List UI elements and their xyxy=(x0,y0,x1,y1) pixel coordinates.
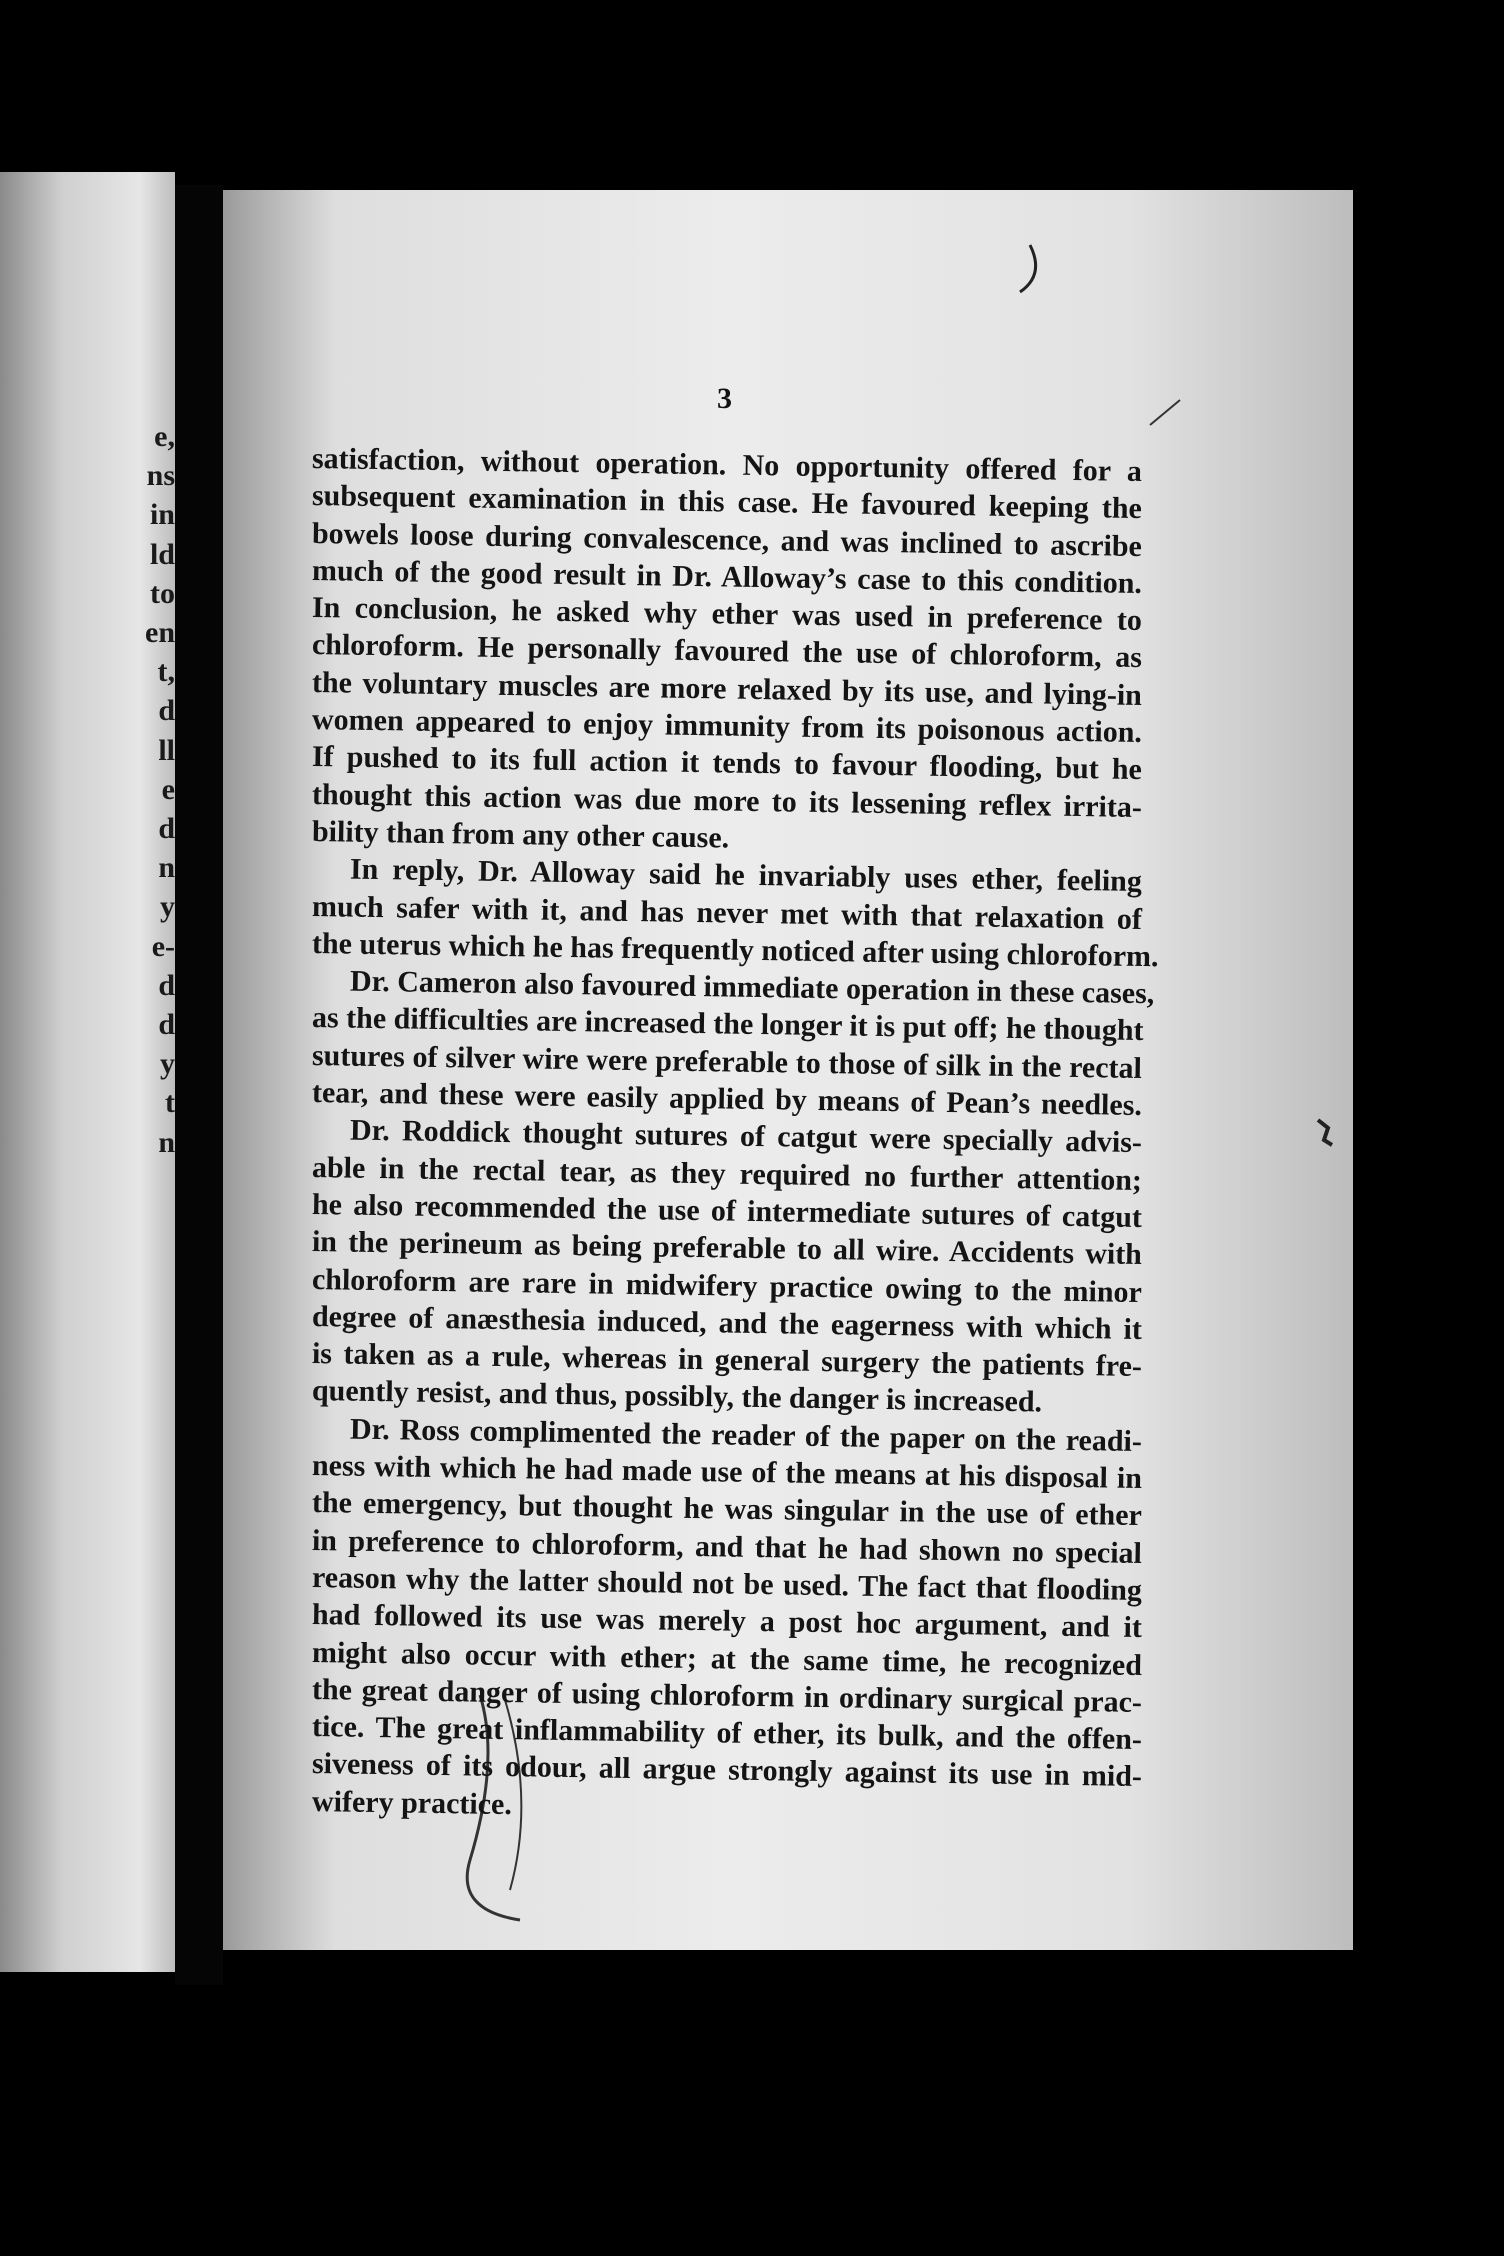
left-page-fragment: t xyxy=(165,1086,175,1120)
left-page-fragment: d xyxy=(158,812,175,845)
left-page-fragment: in xyxy=(149,498,175,532)
text-line: is taken as a rule, whereas in general surgery the patients fre- xyxy=(311,1337,1143,1384)
left-page-fragment: en xyxy=(145,616,175,649)
left-page-fragment: d xyxy=(158,1008,175,1041)
text-line: in the perineum as being preferable to all wire. Accidents with xyxy=(311,1225,1143,1272)
left-page-fragment: n xyxy=(158,851,175,885)
text-line: tear, and these were easily applied by means of Pean’s needles. xyxy=(311,1076,1143,1123)
text-line: In reply, Dr. Alloway said he invariably uses ether, feeling xyxy=(349,852,1143,899)
left-page-fragment: ld xyxy=(149,537,175,571)
text-line: the emergency, but thought he was singular in the use of ether xyxy=(311,1486,1143,1533)
left-page-fragment: d xyxy=(158,968,175,1002)
text-line: If pushed to its full action it tends to favour flooding, but he xyxy=(311,740,1143,787)
text-line: In conclusion, he asked why ether was used in preference to xyxy=(311,591,1143,638)
text-line: sutures of silver wire were preferable to those of silk in the rectal xyxy=(311,1038,1143,1085)
left-page-fragment: t, xyxy=(157,655,175,689)
text-line: subsequent examination in this case. He favoured keeping the xyxy=(311,479,1143,526)
text-line: much of the good result in Dr. Alloway’s case to this condition. xyxy=(311,553,1143,600)
left-page-fragment: to xyxy=(150,576,175,610)
left-page-fragment: y xyxy=(160,890,175,924)
text-line: chloroform. He personally favoured the use of chloroform, as xyxy=(311,628,1143,675)
text-line: siveness of its odour, all argue strongly against its use in mid- xyxy=(311,1747,1143,1794)
text-line: thought this action was due more to its lessening reflex irrita- xyxy=(311,777,1143,824)
body-text xyxy=(311,440,1159,1821)
text-line: degree of anæsthesia induced, and the eagerness with which it xyxy=(311,1299,1143,1346)
text-line: as the difficulties are increased the longer it is put off; he thought xyxy=(311,1001,1144,1048)
text-line: much safer with it, and has never met with that relaxation of xyxy=(311,889,1143,936)
text-line: might also occur with ether; at the same time, he recognized xyxy=(311,1635,1143,1682)
left-page-fragment: e, xyxy=(154,420,175,453)
left-page-fragment: y xyxy=(160,1047,175,1081)
text-line: bility than from any other cause. xyxy=(311,814,730,855)
text-line: the voluntary muscles are more relaxed by its use, and lying-in xyxy=(311,665,1143,712)
text-line: bowels loose during convalescence, and was inclined to ascribe xyxy=(311,516,1143,563)
text-line: ness with which he had made use of the means at his disposal in xyxy=(311,1449,1143,1496)
text-line: Dr. Ross complimented the reader of the paper on the readi- xyxy=(349,1412,1143,1458)
text-line: wifery practice. xyxy=(311,1784,513,1821)
text-line: satisfaction, without operation. No opportunity offered for a xyxy=(311,442,1143,489)
left-page-fragment: d xyxy=(158,694,175,728)
text-line: chloroform are rare in midwifery practice owing to the minor xyxy=(311,1262,1143,1309)
text-line: quently resist, and thus, possibly, the danger is increased. xyxy=(311,1374,1043,1419)
text-line: the great danger of using chloroform in ordinary surgical prac- xyxy=(311,1672,1143,1719)
left-page-fragment: n xyxy=(158,1125,175,1159)
text-line: in preference to chloroform, and that he had shown no special xyxy=(311,1523,1143,1570)
text-line: reason why the latter should not be used. The fact that flooding xyxy=(311,1560,1143,1607)
text-line: the uterus which he has frequently noticed after using chloroform. xyxy=(311,926,1159,974)
left-page-fragment: ll xyxy=(158,733,175,767)
text-line: he also recommended the use of intermediate sutures of catgut xyxy=(311,1187,1143,1234)
text-line: able in the rectal tear, as they required no further attention; xyxy=(311,1150,1143,1197)
left-page-fragment: ns xyxy=(146,459,175,493)
left-page-fragment: e- xyxy=(151,929,175,963)
text-line: had followed its use was merely a post hoc argument, and it xyxy=(311,1598,1143,1645)
left-page-fragment: e xyxy=(161,772,175,806)
text-line: tice. The great inflammability of ether, its bulk, and the offen- xyxy=(311,1710,1143,1757)
text-line: Dr. Roddick thought sutures of catgut were specially advis- xyxy=(349,1113,1143,1160)
text-line: Dr. Cameron also favoured immediate operation in these cases, xyxy=(349,964,1155,1011)
page-number: 3 xyxy=(717,382,732,415)
text-line: women appeared to enjoy immunity from its poisonous action. xyxy=(311,703,1143,750)
